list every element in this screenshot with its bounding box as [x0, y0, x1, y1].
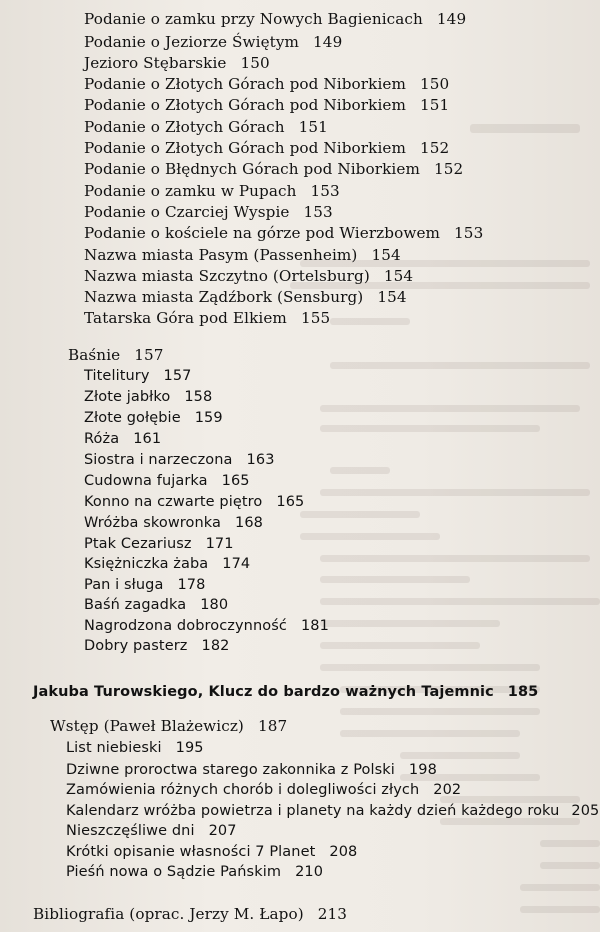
page-number: 158: [184, 389, 213, 405]
entry-title: Pan i sługa: [84, 577, 164, 593]
entry-title: Tatarska Góra pod Elkiem: [84, 309, 287, 327]
entry-title: Ptak Cezariusz: [84, 536, 192, 552]
entry-title: Nagrodzona dobroczynność: [84, 618, 287, 634]
entry-title: Nieszczęśliwe dni: [66, 823, 195, 839]
toc-entry[interactable]: [66, 781, 461, 799]
entry-title: Róża: [84, 431, 120, 447]
page-number: 208: [329, 844, 358, 860]
page-number: 165: [276, 494, 305, 510]
entry-title: Nazwa miasta Ządźbork (Sensburg): [84, 288, 364, 306]
entry-title: Kalendarz wróżba powietrza i planety na każdy dzień każdego roku: [66, 803, 560, 819]
toc-entry[interactable]: [84, 33, 342, 51]
entry-title: Podanie o Złotych Górach pod Niborkiem: [84, 139, 407, 157]
section-title: Jakuba Turowskiego, Klucz do bardzo ważnych Tajemnic: [33, 684, 494, 700]
toc-entry[interactable]: [66, 822, 237, 840]
page-number: 213: [317, 905, 348, 923]
toc-entry[interactable]: [66, 739, 204, 757]
page-number: 153: [454, 224, 484, 242]
entry-title: Zamówienia różnych chorób i dolegliwości złych: [66, 782, 420, 798]
entry-title: Złote gołębie: [84, 410, 181, 426]
entry-title: Podanie o Złotych Górach pod Niborkiem: [84, 75, 407, 93]
toc-entry[interactable]: [66, 802, 599, 820]
entry-title: Nazwa miasta Pasym (Passenheim): [84, 246, 358, 264]
section-heading-basnie[interactable]: [68, 346, 164, 364]
entry-title: Konno na czwarte piętro: [84, 494, 263, 510]
page-number: 151: [420, 96, 450, 114]
entry-title: Złote jabłko: [84, 389, 171, 405]
toc-entry[interactable]: [84, 430, 161, 448]
entry-title: Podanie o kościele na górze pod Wierzbowem: [84, 224, 441, 242]
page-number: 153: [303, 203, 333, 221]
section-heading-turowski[interactable]: [33, 683, 538, 701]
entry-title: Podanie o Błędnych Górach pod Niborkiem: [84, 160, 420, 178]
page-number: 182: [201, 638, 230, 654]
toc-entry[interactable]: [84, 409, 223, 427]
page-number: 157: [163, 368, 192, 384]
page-number: 202: [433, 782, 462, 798]
page-number: 163: [246, 452, 275, 468]
toc-entry[interactable]: [84, 617, 329, 635]
toc-entry[interactable]: [66, 863, 323, 881]
toc-entry[interactable]: [84, 54, 270, 72]
entry-title: Wróżba skowronka: [84, 515, 222, 531]
entry-title: Cudowna fujarka: [84, 473, 208, 489]
page-number: 195: [175, 740, 204, 756]
page-number: 159: [194, 410, 223, 426]
page-number: 198: [408, 762, 437, 778]
toc-entry[interactable]: [84, 288, 407, 306]
page-number: 154: [377, 288, 407, 306]
entry-title: Jezioro Stębarskie: [84, 54, 227, 72]
entry-title: Podanie o Złotych Górach: [84, 118, 285, 136]
toc-entry[interactable]: [84, 309, 330, 327]
toc-entry[interactable]: [84, 596, 228, 614]
toc-entry[interactable]: [84, 451, 275, 469]
toc-entry[interactable]: [84, 367, 192, 385]
page-number: 181: [300, 618, 329, 634]
toc-entry[interactable]: [84, 535, 234, 553]
toc-entry[interactable]: [84, 10, 466, 28]
toc-entry[interactable]: [84, 96, 449, 114]
entry-title: Nazwa miasta Szczytno (Ortelsburg): [84, 267, 370, 285]
entry-title: Titelitury: [84, 368, 150, 384]
toc-entry[interactable]: [84, 472, 250, 490]
page-number: 185: [507, 684, 539, 700]
page-number: 157: [134, 346, 164, 364]
toc-entry[interactable]: [84, 388, 212, 406]
entry-title: Podanie o zamku w Pupach: [84, 182, 297, 200]
entry-title: Dziwne proroctwa starego zakonnika z Polski: [66, 762, 395, 778]
toc-entry[interactable]: [66, 843, 357, 861]
page-number: 210: [295, 864, 324, 880]
page-number: 153: [310, 182, 340, 200]
page-number: 178: [177, 577, 206, 593]
entry-title: Podanie o zamku przy Nowych Bagienicach: [84, 10, 423, 28]
page-number: 151: [298, 118, 328, 136]
page-number: 149: [436, 10, 467, 28]
entry-title: Podanie o Złotych Górach pod Niborkiem: [84, 96, 407, 114]
page-number: 150: [420, 75, 450, 93]
toc-entry[interactable]: [84, 75, 449, 93]
page-number: 168: [235, 515, 263, 531]
toc-entry[interactable]: [84, 555, 250, 573]
toc-entry[interactable]: [84, 224, 483, 242]
entry-title: Siostra i narzeczona: [84, 452, 233, 468]
page-number: 165: [221, 473, 250, 489]
page-number: 152: [433, 160, 464, 178]
toc-entry[interactable]: [84, 246, 401, 264]
toc-entry[interactable]: [84, 139, 449, 157]
toc-entry[interactable]: [84, 160, 463, 178]
section-heading-bibliography[interactable]: [33, 905, 347, 923]
page-number: 205: [571, 803, 600, 819]
toc-entry[interactable]: [84, 118, 328, 136]
entry-title: Krótki opisanie własności 7 Planet: [66, 844, 316, 860]
toc-entry[interactable]: [84, 514, 263, 532]
toc-entry[interactable]: [84, 267, 413, 285]
page-number: 149: [313, 33, 343, 51]
toc-entry[interactable]: [84, 493, 304, 511]
entry-title: Baśń zagadka: [84, 597, 187, 613]
page-number: 180: [200, 597, 229, 613]
page-number: 154: [383, 267, 414, 285]
section-title: Baśnie: [68, 346, 121, 364]
entry-title: Wstęp (Paweł Blażewicz): [50, 717, 244, 735]
entry-title: Podanie o Czarciej Wyspie: [84, 203, 290, 221]
toc-entry[interactable]: [84, 576, 205, 594]
toc-entry[interactable]: [84, 203, 333, 221]
page-number: 152: [420, 139, 450, 157]
entry-title: List niebieski: [66, 740, 162, 756]
entry-title: Pieśń nowa o Sądzie Pańskim: [66, 864, 282, 880]
page-number: 174: [222, 556, 251, 572]
page-number: 187: [257, 717, 288, 735]
entry-title: Dobry pasterz: [84, 638, 188, 654]
toc-entry-intro[interactable]: [50, 717, 287, 735]
toc-entry[interactable]: [84, 637, 230, 655]
page-number: 207: [208, 823, 237, 839]
entry-title: Podanie o Jeziorze Świętym: [84, 33, 300, 51]
page-number: 150: [240, 54, 270, 72]
page-number: 161: [133, 431, 162, 447]
section-title: Bibliografia (oprac. Jerzy M. Łapo): [33, 905, 304, 923]
page-number: 155: [300, 309, 331, 327]
toc-entry[interactable]: [84, 182, 340, 200]
toc-entry[interactable]: [66, 761, 437, 779]
page-number: 171: [205, 536, 234, 552]
entry-title: Księżniczka żaba: [84, 556, 209, 572]
page-number: 154: [371, 246, 401, 264]
